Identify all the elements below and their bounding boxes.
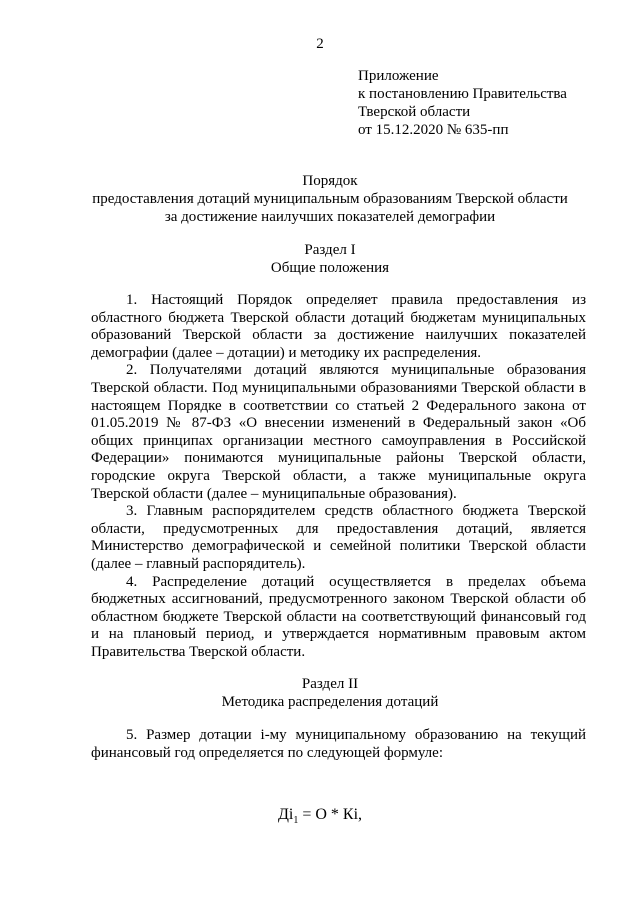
title-line: предоставления дотаций муниципальным образованиям Тверской области	[92, 191, 568, 207]
section-number: Раздел II	[301, 676, 359, 692]
appendix-block	[358, 67, 567, 139]
formula-left: Дi	[277, 806, 294, 823]
section-name: Методика распределения дотаций	[221, 694, 439, 710]
section-2-heading	[60, 675, 600, 711]
formula	[0, 806, 640, 826]
section-name: Общие положения	[270, 260, 390, 276]
title-line: за достижение наилучших показателей демографии	[164, 209, 496, 225]
appendix-line: Приложение	[358, 68, 439, 84]
page-number: 2	[316, 36, 324, 52]
appendix-line: Тверской области	[358, 104, 471, 120]
section-number: Раздел I	[304, 242, 356, 258]
appendix-line: от 15.12.2020 № 635-пп	[358, 122, 509, 138]
document-title	[60, 172, 600, 226]
section-1-heading	[60, 241, 600, 277]
section-2-body	[91, 727, 586, 762]
formula-right: = О * Кi,	[298, 806, 363, 823]
paragraph: 3. Главным распорядителем средств областного бюджета Тверской области, предусмотренных для предоставления дотаций, является Министерство демографической и семейной политики Тверской области (далее – главный распорядитель).	[91, 503, 586, 572]
paragraph: 2. Получателями дотаций являются муниципальные образования Тверской области. Под муниципальными образованиями Тверской области в настоящем Порядке в соответствии со статьей 2 Федерального закона от 01.05.2019 № 87-ФЗ «О внесении изменений в Федеральный закон «Об общих принципах организации местного самоуправления в Российской Федерации» понимаются муниципальные районы Тверской области, городские округа Тверской области, а также муниципальные округа Тверской области (далее – муниципальные образования).	[91, 362, 586, 502]
paragraph: 1. Настоящий Порядок определяет правила предоставления из областного бюджета Тверской области дотаций бюджетам муниципальных образований Тверской области за достижение наилучших показателей демографии (далее – дотации) и методику их распределения.	[91, 292, 586, 361]
paragraph: 4. Распределение дотаций осуществляется в пределах объема бюджетных ассигнований, предусмотренного законом Тверской области об областном бюджете Тверской области на соответствующий финансовый год и на плановый период, и утверждается нормативным правовым актом Правительства Тверской области.	[91, 573, 586, 660]
title-line: Порядок	[302, 173, 358, 189]
paragraph: 5. Размер дотации i-му муниципальному образованию на текущий финансовый год определяется по следующей формуле:	[91, 727, 586, 761]
section-1-body	[91, 292, 586, 661]
appendix-line: к постановлению Правительства	[358, 86, 567, 102]
formula-subscript: 1	[293, 815, 299, 827]
